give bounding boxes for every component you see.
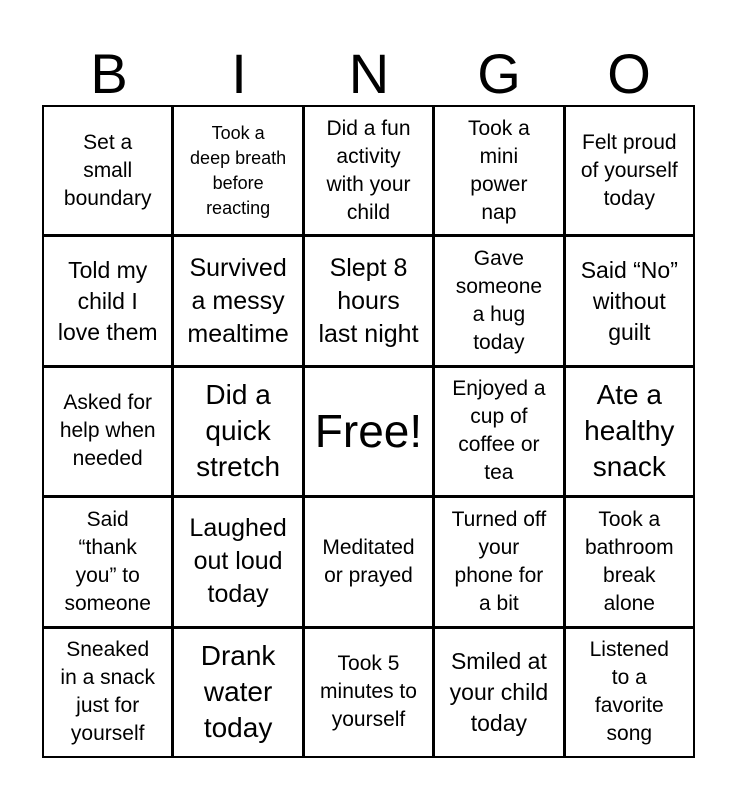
header-letter-o: O <box>607 42 651 105</box>
bingo-cell[interactable]: Meditated or prayed <box>305 498 432 625</box>
bingo-cell[interactable]: Slept 8 hours last night <box>305 237 432 364</box>
bingo-cell[interactable]: Set a small boundary <box>44 107 171 234</box>
bingo-cell[interactable]: Turned off your phone for a bit <box>435 498 562 625</box>
bingo-cell[interactable]: Smiled at your child today <box>435 629 562 756</box>
bingo-grid <box>42 105 695 758</box>
bingo-cell[interactable]: Took a mini power nap <box>435 107 562 234</box>
bingo-cell[interactable]: Felt proud of yourself today <box>566 107 693 234</box>
bingo-cell[interactable]: Survived a messy mealtime <box>174 237 301 364</box>
bingo-cell[interactable]: Did a quick stretch <box>174 368 301 495</box>
bingo-cell[interactable]: Told my child I love them <box>44 237 171 364</box>
bingo-cell[interactable]: Did a fun activity with your child <box>305 107 432 234</box>
bingo-cell[interactable]: Said “thank you” to someone <box>44 498 171 625</box>
bingo-cell[interactable]: Said “No” without guilt <box>566 237 693 364</box>
bingo-cell[interactable]: Drank water today <box>174 629 301 756</box>
bingo-header <box>44 44 694 104</box>
header-letter-n: N <box>348 42 390 105</box>
free-space-cell[interactable]: Free! <box>305 368 432 495</box>
bingo-cell[interactable]: Laughed out loud today <box>174 498 301 625</box>
header-letter-g: G <box>477 42 521 105</box>
bingo-cell[interactable]: Took a bathroom break alone <box>566 498 693 625</box>
bingo-cell[interactable]: Enjoyed a cup of coffee or tea <box>435 368 562 495</box>
bingo-cell[interactable]: Took 5 minutes to yourself <box>305 629 432 756</box>
header-letter-i: I <box>231 42 247 105</box>
bingo-cell[interactable]: Ate a healthy snack <box>566 368 693 495</box>
bingo-cell[interactable]: Sneaked in a snack just for yourself <box>44 629 171 756</box>
header-letter-b: B <box>90 42 128 105</box>
bingo-cell[interactable]: Gave someone a hug today <box>435 237 562 364</box>
bingo-cell[interactable]: Took a deep breath before reacting <box>174 107 301 234</box>
bingo-cell[interactable]: Asked for help when needed <box>44 368 171 495</box>
bingo-cell[interactable]: Listened to a favorite song <box>566 629 693 756</box>
